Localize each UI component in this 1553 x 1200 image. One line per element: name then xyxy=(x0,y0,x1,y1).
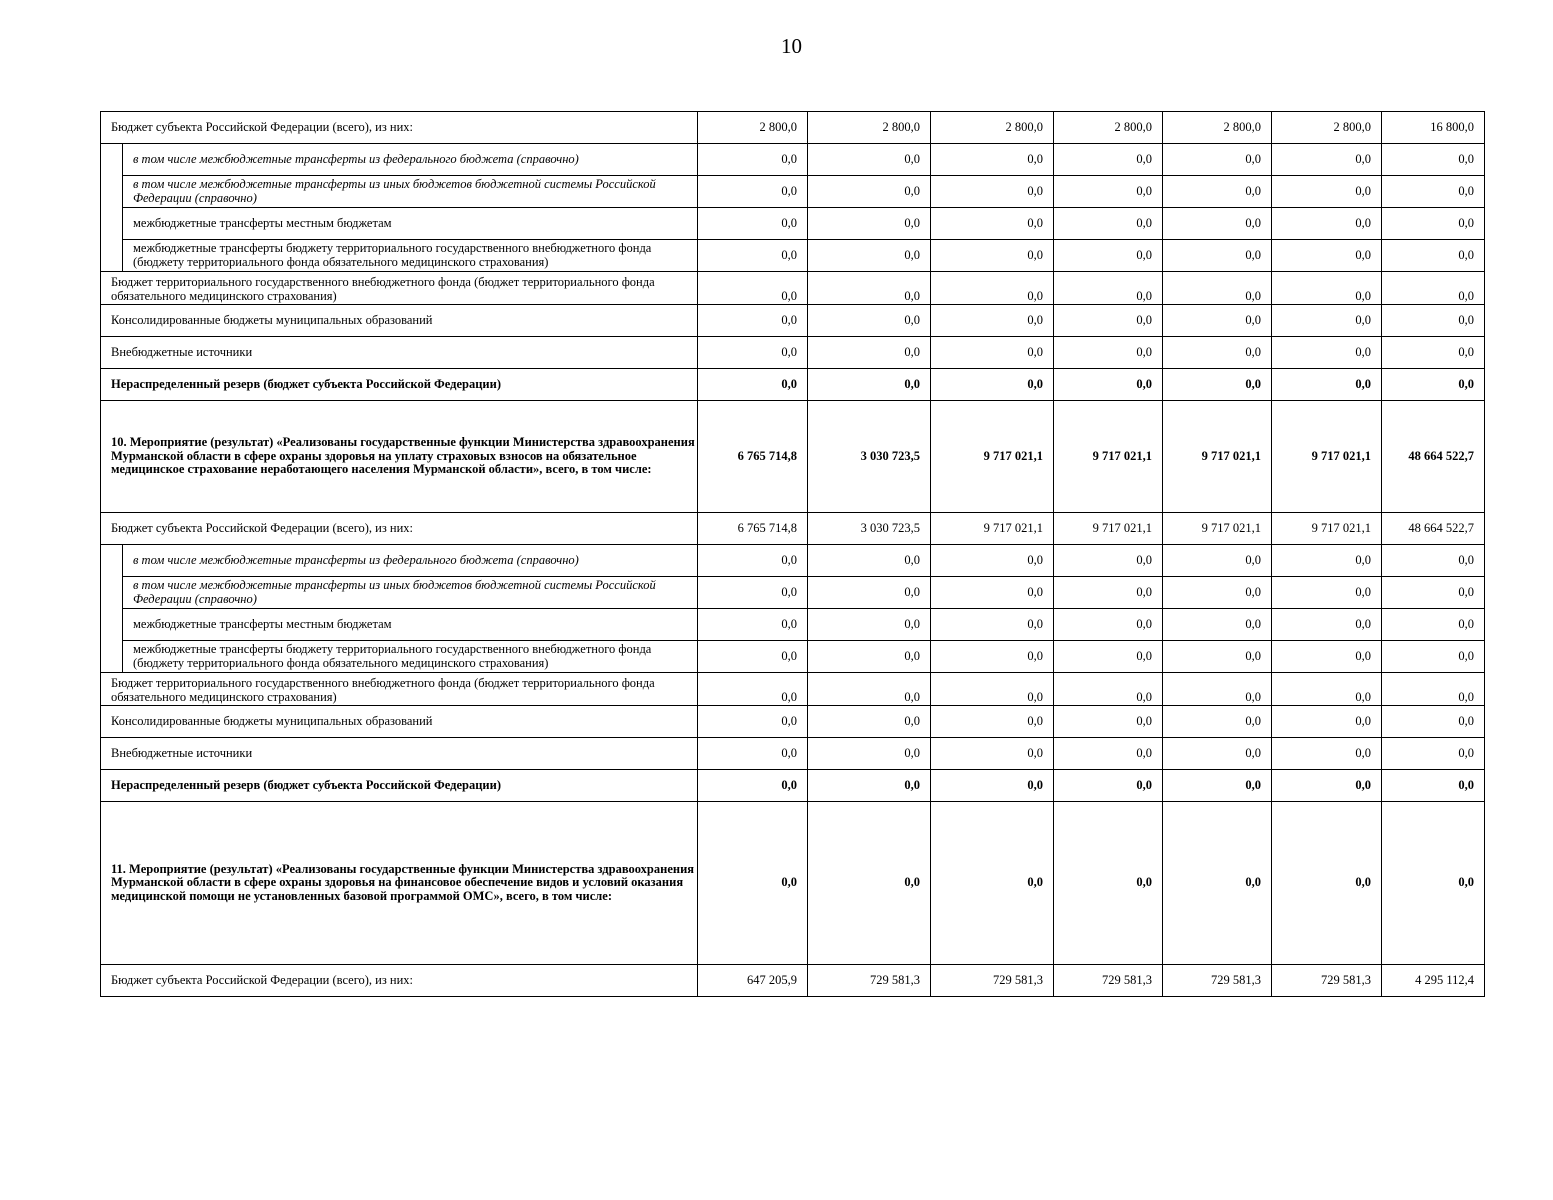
value-cell: 0,0 xyxy=(931,673,1054,706)
value-cell: 0,0 xyxy=(1272,337,1382,369)
value-cell: 0,0 xyxy=(1163,144,1272,176)
row-label: Внебюджетные источники xyxy=(101,738,698,770)
row-label: Нераспределенный резерв (бюджет субъекта Российской Федерации) xyxy=(101,770,698,802)
value-cell: 0,0 xyxy=(698,240,808,272)
value-cell: 0,0 xyxy=(1163,609,1272,641)
value-cell: 0,0 xyxy=(1272,208,1382,240)
value-cell: 0,0 xyxy=(808,738,931,770)
value-cell: 2 800,0 xyxy=(1272,112,1382,144)
row-label: Консолидированные бюджеты муниципальных образований xyxy=(101,706,698,738)
value-cell: 0,0 xyxy=(698,337,808,369)
value-cell: 2 800,0 xyxy=(698,112,808,144)
indent-cell xyxy=(101,545,123,577)
value-cell: 0,0 xyxy=(698,802,808,965)
value-cell: 0,0 xyxy=(1163,176,1272,208)
indent-cell xyxy=(101,240,123,272)
value-cell: 0,0 xyxy=(698,706,808,738)
value-cell: 3 030 723,5 xyxy=(808,513,931,545)
value-cell: 0,0 xyxy=(1054,706,1163,738)
value-cell: 0,0 xyxy=(698,641,808,673)
value-cell: 0,0 xyxy=(698,545,808,577)
value-cell: 0,0 xyxy=(1382,176,1485,208)
row-label: Бюджет субъекта Российской Федерации (всего), из них: xyxy=(101,513,698,545)
value-cell: 0,0 xyxy=(1163,240,1272,272)
value-cell: 0,0 xyxy=(698,770,808,802)
value-cell: 0,0 xyxy=(931,545,1054,577)
table-row xyxy=(101,673,1485,706)
value-cell: 2 800,0 xyxy=(1163,112,1272,144)
value-cell: 729 581,3 xyxy=(931,965,1054,997)
value-cell: 0,0 xyxy=(808,305,931,337)
value-cell: 0,0 xyxy=(698,738,808,770)
value-cell: 0,0 xyxy=(1382,577,1485,609)
value-cell: 6 765 714,8 xyxy=(698,401,808,513)
row-label: Бюджет территориального государственного внебюджетного фонда (бюджет территориального фонда обязательного медицинского страхования) xyxy=(101,673,698,706)
value-cell: 0,0 xyxy=(1382,240,1485,272)
value-cell: 0,0 xyxy=(1382,272,1485,305)
value-cell: 9 717 021,1 xyxy=(1272,513,1382,545)
indent-cell xyxy=(101,144,123,176)
value-cell: 0,0 xyxy=(698,208,808,240)
table-row xyxy=(101,176,1485,208)
table-row xyxy=(101,641,1485,673)
value-cell: 9 717 021,1 xyxy=(1054,513,1163,545)
row-label: в том числе межбюджетные трансферты из федерального бюджета (справочно) xyxy=(123,144,698,176)
value-cell: 0,0 xyxy=(1163,641,1272,673)
table-row xyxy=(101,208,1485,240)
value-cell: 0,0 xyxy=(931,706,1054,738)
budget-table xyxy=(100,111,1485,997)
value-cell: 0,0 xyxy=(808,770,931,802)
value-cell: 0,0 xyxy=(1054,176,1163,208)
value-cell: 16 800,0 xyxy=(1382,112,1485,144)
value-cell: 0,0 xyxy=(1163,208,1272,240)
value-cell: 729 581,3 xyxy=(1163,965,1272,997)
indent-cell xyxy=(101,176,123,208)
value-cell: 0,0 xyxy=(1272,609,1382,641)
value-cell: 0,0 xyxy=(1163,673,1272,706)
row-label: Бюджет субъекта Российской Федерации (всего), из них: xyxy=(101,965,698,997)
value-cell: 0,0 xyxy=(698,673,808,706)
value-cell: 0,0 xyxy=(808,706,931,738)
value-cell: 729 581,3 xyxy=(1272,965,1382,997)
value-cell: 0,0 xyxy=(931,609,1054,641)
value-cell: 0,0 xyxy=(1163,305,1272,337)
budget-table-body xyxy=(101,112,1485,997)
value-cell: 0,0 xyxy=(1163,369,1272,401)
value-cell: 9 717 021,1 xyxy=(1272,401,1382,513)
table-row xyxy=(101,965,1485,997)
value-cell: 0,0 xyxy=(931,176,1054,208)
value-cell: 0,0 xyxy=(808,545,931,577)
value-cell: 0,0 xyxy=(931,272,1054,305)
value-cell: 647 205,9 xyxy=(698,965,808,997)
value-cell: 0,0 xyxy=(1382,641,1485,673)
row-label: Внебюджетные источники xyxy=(101,337,698,369)
value-cell: 0,0 xyxy=(1382,337,1485,369)
value-cell: 0,0 xyxy=(1382,609,1485,641)
value-cell: 0,0 xyxy=(1272,641,1382,673)
value-cell: 729 581,3 xyxy=(1054,965,1163,997)
value-cell: 0,0 xyxy=(698,609,808,641)
value-cell: 0,0 xyxy=(1163,706,1272,738)
indent-cell xyxy=(101,609,123,641)
value-cell: 0,0 xyxy=(808,577,931,609)
value-cell: 0,0 xyxy=(931,369,1054,401)
value-cell: 0,0 xyxy=(931,641,1054,673)
value-cell: 0,0 xyxy=(1272,673,1382,706)
value-cell: 9 717 021,1 xyxy=(1163,401,1272,513)
value-cell: 0,0 xyxy=(1272,577,1382,609)
value-cell: 0,0 xyxy=(808,208,931,240)
value-cell: 0,0 xyxy=(1054,305,1163,337)
value-cell: 0,0 xyxy=(698,369,808,401)
value-cell: 6 765 714,8 xyxy=(698,513,808,545)
value-cell: 2 800,0 xyxy=(808,112,931,144)
row-label: Консолидированные бюджеты муниципальных образований xyxy=(101,305,698,337)
value-cell: 0,0 xyxy=(808,369,931,401)
row-label: межбюджетные трансферты местным бюджетам xyxy=(123,208,698,240)
table-row xyxy=(101,513,1485,545)
value-cell: 0,0 xyxy=(1382,144,1485,176)
value-cell: 0,0 xyxy=(1054,369,1163,401)
table-row xyxy=(101,401,1485,513)
row-label: Бюджет территориального государственного внебюджетного фонда (бюджет территориального фонда обязательного медицинского страхования) xyxy=(101,272,698,305)
row-label: межбюджетные трансферты бюджету территориального государственного внебюджетного фонда (бюджету территориального фонда обязательного медицинского страхования) xyxy=(123,641,698,673)
table-row xyxy=(101,770,1485,802)
value-cell: 0,0 xyxy=(808,673,931,706)
value-cell: 0,0 xyxy=(808,240,931,272)
value-cell: 0,0 xyxy=(1163,272,1272,305)
value-cell: 0,0 xyxy=(1272,706,1382,738)
value-cell: 0,0 xyxy=(1054,144,1163,176)
table-row xyxy=(101,577,1485,609)
value-cell: 9 717 021,1 xyxy=(931,401,1054,513)
table-row xyxy=(101,337,1485,369)
value-cell: 48 664 522,7 xyxy=(1382,401,1485,513)
value-cell: 0,0 xyxy=(1272,545,1382,577)
page-number: 10 xyxy=(781,34,802,58)
value-cell: 0,0 xyxy=(808,176,931,208)
value-cell: 0,0 xyxy=(1054,545,1163,577)
indent-cell xyxy=(101,641,123,673)
value-cell: 0,0 xyxy=(808,641,931,673)
table-row xyxy=(101,272,1485,305)
value-cell: 0,0 xyxy=(931,240,1054,272)
value-cell: 0,0 xyxy=(1382,738,1485,770)
value-cell: 0,0 xyxy=(1163,337,1272,369)
table-row xyxy=(101,738,1485,770)
value-cell: 0,0 xyxy=(808,272,931,305)
indent-cell xyxy=(101,208,123,240)
value-cell: 0,0 xyxy=(1054,609,1163,641)
value-cell: 0,0 xyxy=(1054,738,1163,770)
value-cell: 0,0 xyxy=(698,176,808,208)
value-cell: 0,0 xyxy=(808,802,931,965)
value-cell: 729 581,3 xyxy=(808,965,931,997)
value-cell: 0,0 xyxy=(1054,577,1163,609)
value-cell: 2 800,0 xyxy=(1054,112,1163,144)
value-cell: 0,0 xyxy=(1054,770,1163,802)
value-cell: 0,0 xyxy=(931,208,1054,240)
table-row xyxy=(101,112,1485,144)
row-label: в том числе межбюджетные трансферты из иных бюджетов бюджетной системы Российской Федерации (справочно) xyxy=(123,577,698,609)
value-cell: 0,0 xyxy=(1163,738,1272,770)
value-cell: 0,0 xyxy=(1382,369,1485,401)
row-label: 11. Мероприятие (результат) «Реализованы государственные функции Министерства здравоохранения Мурманской области в сфере охраны здоровья на финансовое обеспечение видов и условий оказания медицинской помощи не установленных базовой программой ОМС», всего, в том числе: xyxy=(101,802,698,965)
value-cell: 9 717 021,1 xyxy=(1163,513,1272,545)
value-cell: 0,0 xyxy=(698,144,808,176)
value-cell: 0,0 xyxy=(931,577,1054,609)
value-cell: 0,0 xyxy=(1054,240,1163,272)
value-cell: 0,0 xyxy=(1272,240,1382,272)
row-label: в том числе межбюджетные трансферты из федерального бюджета (справочно) xyxy=(123,545,698,577)
value-cell: 0,0 xyxy=(1382,706,1485,738)
table-row xyxy=(101,706,1485,738)
value-cell: 0,0 xyxy=(1382,673,1485,706)
value-cell: 0,0 xyxy=(1382,208,1485,240)
value-cell: 9 717 021,1 xyxy=(931,513,1054,545)
value-cell: 0,0 xyxy=(1272,272,1382,305)
value-cell: 3 030 723,5 xyxy=(808,401,931,513)
value-cell: 0,0 xyxy=(1272,305,1382,337)
value-cell: 0,0 xyxy=(931,144,1054,176)
value-cell: 0,0 xyxy=(1163,577,1272,609)
value-cell: 0,0 xyxy=(698,577,808,609)
value-cell: 0,0 xyxy=(931,770,1054,802)
value-cell: 0,0 xyxy=(1054,641,1163,673)
value-cell: 0,0 xyxy=(808,609,931,641)
value-cell: 4 295 112,4 xyxy=(1382,965,1485,997)
value-cell: 0,0 xyxy=(931,337,1054,369)
value-cell: 0,0 xyxy=(1163,802,1272,965)
value-cell: 0,0 xyxy=(1272,738,1382,770)
value-cell: 0,0 xyxy=(1382,770,1485,802)
row-label: 10. Мероприятие (результат) «Реализованы государственные функции Министерства здравоохранения Мурманской области в сфере охраны здоровья на уплату страховых взносов на обязательное медицинское страхование неработающего населения Мурманской области», всего, в том числе: xyxy=(101,401,698,513)
row-label: межбюджетные трансферты бюджету территориального государственного внебюджетного фонда (бюджету территориального фонда обязательного медицинского страхования) xyxy=(123,240,698,272)
row-label: Нераспределенный резерв (бюджет субъекта Российской Федерации) xyxy=(101,369,698,401)
value-cell: 0,0 xyxy=(931,802,1054,965)
value-cell: 0,0 xyxy=(1382,545,1485,577)
value-cell: 0,0 xyxy=(698,305,808,337)
value-cell: 0,0 xyxy=(698,272,808,305)
value-cell: 0,0 xyxy=(1272,369,1382,401)
value-cell: 0,0 xyxy=(1054,208,1163,240)
value-cell: 0,0 xyxy=(1272,176,1382,208)
value-cell: 0,0 xyxy=(1382,802,1485,965)
row-label: в том числе межбюджетные трансферты из иных бюджетов бюджетной системы Российской Федерации (справочно) xyxy=(123,176,698,208)
table-row xyxy=(101,369,1485,401)
value-cell: 0,0 xyxy=(808,337,931,369)
table-row xyxy=(101,609,1485,641)
value-cell: 0,0 xyxy=(808,144,931,176)
value-cell: 0,0 xyxy=(1163,545,1272,577)
value-cell: 0,0 xyxy=(1382,305,1485,337)
value-cell: 0,0 xyxy=(1054,802,1163,965)
value-cell: 0,0 xyxy=(1163,770,1272,802)
value-cell: 48 664 522,7 xyxy=(1382,513,1485,545)
table-row xyxy=(101,545,1485,577)
value-cell: 0,0 xyxy=(1272,770,1382,802)
value-cell: 0,0 xyxy=(1054,272,1163,305)
table-row xyxy=(101,240,1485,272)
table-row xyxy=(101,802,1485,965)
value-cell: 0,0 xyxy=(1272,144,1382,176)
value-cell: 0,0 xyxy=(1054,337,1163,369)
table-row xyxy=(101,144,1485,176)
table-row xyxy=(101,305,1485,337)
value-cell: 0,0 xyxy=(1054,673,1163,706)
row-label: межбюджетные трансферты местным бюджетам xyxy=(123,609,698,641)
value-cell: 0,0 xyxy=(931,305,1054,337)
value-cell: 2 800,0 xyxy=(931,112,1054,144)
value-cell: 0,0 xyxy=(1272,802,1382,965)
row-label: Бюджет субъекта Российской Федерации (всего), из них: xyxy=(101,112,698,144)
value-cell: 0,0 xyxy=(931,738,1054,770)
indent-cell xyxy=(101,577,123,609)
value-cell: 9 717 021,1 xyxy=(1054,401,1163,513)
